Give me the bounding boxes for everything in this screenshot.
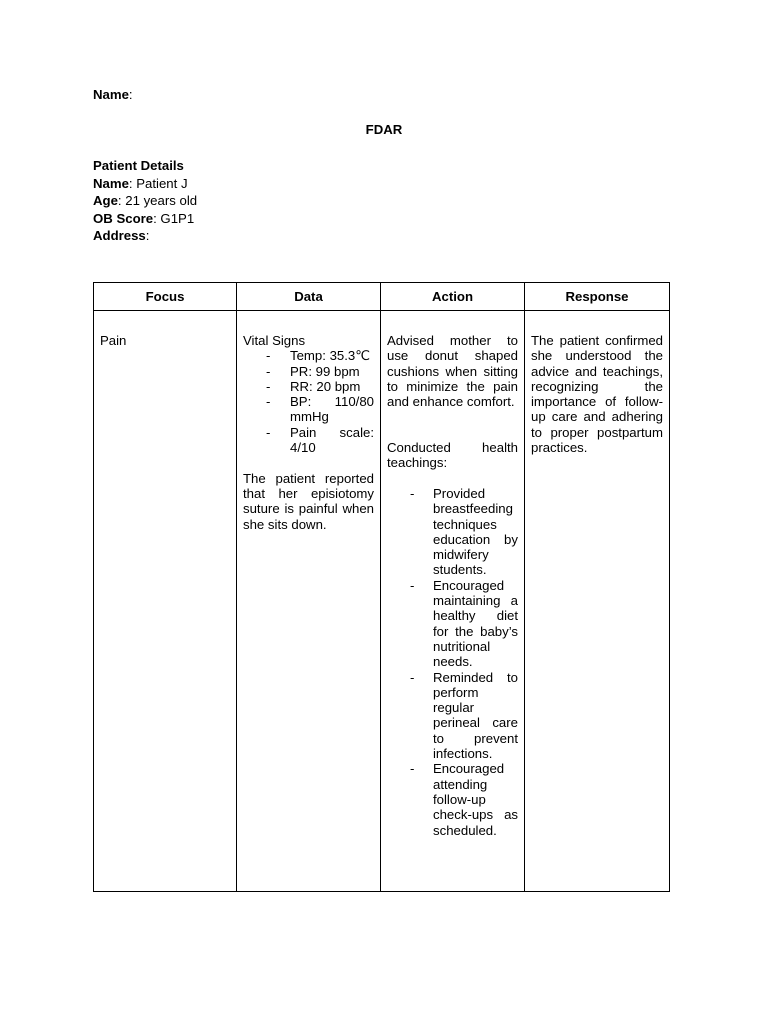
teaching-item: - Encouraged maintaining a healthy diet for the baby’s nutritional needs. [387,578,518,670]
response-text: The patient confirmed she understood the advice and teachings, recognizing the importance of follow-up care and adhering to proper postpartum practices. [531,333,663,456]
teaching-item: - Reminded to perform regular perineal care to prevent infections. [387,670,518,762]
table-header-row [94,283,670,311]
vital-item: - RR: 20 bpm [243,379,374,394]
vitals-list [243,348,374,455]
patient-age-label: Age [93,193,118,209]
patient-ob-score-row [93,210,197,228]
patient-age-row [93,192,197,210]
patient-details [93,157,197,245]
patient-name-row [93,175,197,193]
patient-name-value: : Patient J [128,175,188,191]
vital-item: - Temp: 35.3℃ [243,348,374,363]
vital-item: - BP: 110/80 mmHg [243,394,374,425]
header-action: Action [381,283,525,311]
patient-age-value: : 21 years old [117,193,198,209]
student-name-line [93,87,133,103]
document-title: FDAR [365,122,403,137]
focus-cell [94,311,237,892]
vital-signs-label: Vital Signs [243,333,306,348]
patient-address-value: : [145,228,150,244]
table-row [94,311,670,892]
response-cell [525,311,670,892]
teachings-intro: Conducted health teachings: [387,440,518,471]
action-cell [381,311,525,892]
vital-item: - Pain scale: 4/10 [243,425,374,456]
fdar-table [93,282,670,892]
patient-ob-score-label: OB Score [93,210,154,226]
teachings-list [387,486,518,838]
patient-address-row [93,227,197,245]
header-data: Data [237,283,381,311]
header-response: Response [525,283,670,311]
patient-report: The patient reported that her episiotomy suture is painful when she sits down. [243,470,374,532]
vital-item: - PR: 99 bpm [243,364,374,379]
header-focus: Focus [94,283,237,311]
student-name-colon: : [128,87,133,102]
action-advice: Advised mother to use donut shaped cushions when sitting to minimize the pain and enhance comfort. [387,333,518,410]
patient-ob-score-value: : G1P1 [153,210,195,226]
teaching-item: - Provided breastfeeding techniques education by midwifery students. [387,486,518,578]
student-name-label: Name [93,87,129,102]
data-cell [237,311,381,892]
patient-details-heading: Patient Details [93,158,184,173]
patient-name-label: Name [93,175,129,191]
focus-text: Pain [100,333,127,348]
teaching-item: - Encouraged attending follow-up check-ups as scheduled. [387,761,518,837]
patient-address-label: Address [93,228,146,244]
